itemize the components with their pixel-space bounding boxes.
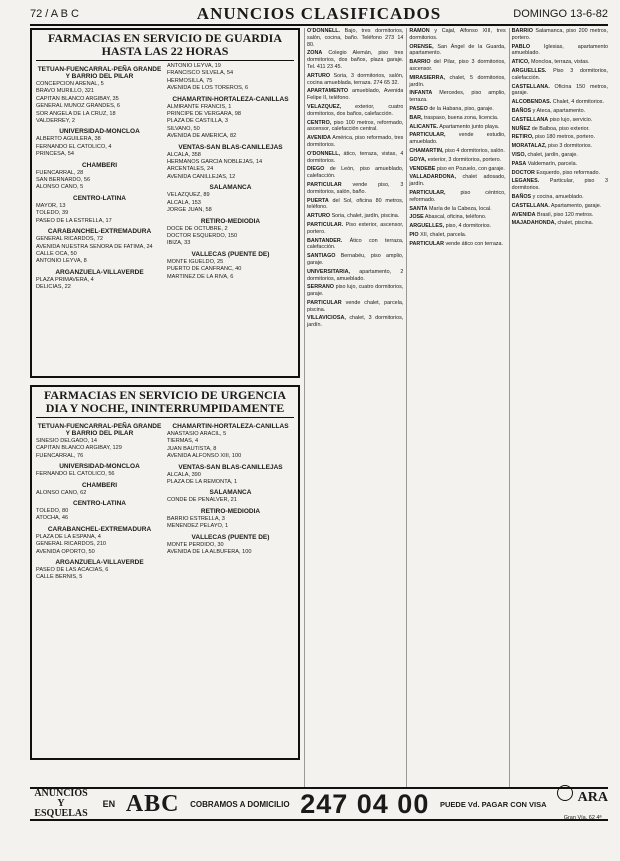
pharmacy-address: PLAZA PRIMAVERA, 4: [36, 276, 94, 283]
pharmacy-address: AVENIDA DE AMERICA, 82: [167, 133, 237, 140]
ad-text: y Cajal, Alfonso XIII, tres dormitorios.: [409, 28, 506, 41]
pharmacy-address: VELAZQUEZ, 89: [167, 192, 210, 199]
district-heading: TETUAN-FUENCARRAL-PEÑA GRANDE Y BARRIO DEL PILAR: [37, 423, 162, 437]
ad-text: Piso exterior, ascensor, portero.: [307, 221, 404, 235]
ad-heading: VELAZQUEZ,: [307, 103, 342, 110]
ad-text: Brasil, piso 120 metros.: [537, 211, 594, 218]
pharmacy-address: DOCE DE OCTUBRE, 2: [167, 225, 228, 232]
classified-ad: [512, 28, 608, 42]
ad-heading: CHAMARTIN,: [409, 147, 444, 154]
classified-ad: [409, 148, 505, 155]
ad-heading: CASTELLANA.: [511, 83, 550, 90]
ad-text: piso en Pozuelo, con garaje.: [436, 165, 505, 172]
ad-heading: PABLO: [511, 43, 531, 50]
pharmacy-address: CAPITAN BLANCO ARGIBAY, 35: [36, 95, 119, 102]
ad-text: Particular, piso 3 dormitorios.: [511, 178, 608, 192]
classified-ad: [409, 166, 505, 173]
classified-ad: [512, 59, 608, 66]
classified-ad: [512, 117, 608, 124]
banner-cobramos: COBRAMOS A DOMICILIO: [190, 799, 290, 809]
pharmacy-address: FERNANDO EL CATOLICO, 4: [36, 143, 112, 150]
district-heading: CENTRO-LATINA: [73, 194, 126, 202]
ad-heading: MORATALAZ,: [511, 143, 547, 150]
pharmacy-address: ANTONIO LEYVA, 19: [167, 63, 221, 69]
ad-heading: JOSE: [409, 214, 424, 221]
pharmacy-address: SOR ANGELA DE LA CRUZ, 18: [36, 110, 116, 117]
pharmacy-address: TOLEDO, 80: [36, 508, 69, 515]
ad-text: América, piso reformado, tres dormitorios.: [307, 135, 404, 148]
pharmacy-address: JUAN BAUTISTA, 8: [167, 445, 217, 452]
ad-text: piso céntrico, reformado.: [409, 189, 506, 203]
ad-heading: APARTAMENTO: [307, 88, 349, 95]
classified-ad: [307, 166, 403, 180]
classified-ad: [307, 182, 403, 196]
ad-text: piso lujo, servicio.: [549, 116, 593, 123]
pharmacy-address: PASEO DE LA ESTRELLA, 17: [36, 217, 112, 224]
classified-ad: [409, 190, 505, 204]
district-heading: CENTRO-LATINA: [73, 500, 126, 508]
ad-text: Ático con terraza, calefacción.: [307, 237, 404, 251]
ad-heading: ARTURO: [307, 72, 331, 79]
classified-ad: [409, 232, 505, 239]
pharmacy-address: ARCENTALES, 24: [167, 166, 214, 173]
ad-text: Abascal, oficina, teléfono.: [424, 214, 487, 221]
ad-heading: PARTICULAR.: [307, 221, 344, 228]
ad-text: y Ateca, apartamento.: [532, 107, 586, 114]
pharmacy-address: CALLE OCA, 50: [36, 250, 77, 257]
pharmacy-address: CAPITAN BLANCO ARGIBAY, 129: [36, 445, 122, 452]
ad-text: amueblado, Avenida Felipe II, teléfono.: [307, 88, 404, 102]
classified-ad: [307, 315, 403, 329]
ad-text: vende estudio, amueblado.: [409, 132, 506, 146]
pharmacy-address: FRANCISCO SILVELA, 54: [167, 70, 234, 77]
ad-heading: RETIRO,: [511, 134, 534, 141]
ad-text: apartamento, 2 dormitorios, amueblado.: [307, 268, 404, 282]
pharmacy-address: DOCTOR ESQUERDO, 150: [167, 232, 238, 239]
classified-ad: [307, 213, 403, 220]
pharmacy-address: FERNANDO EL CATOLICO, 56: [36, 471, 115, 478]
ara-address: Gran Vía, 62 4ª: [563, 814, 602, 821]
ad-text: de León, piso amueblado, calefacción.: [307, 166, 404, 180]
pharmacy-address: VALDERREY, 2: [36, 118, 75, 125]
page-date: DOMINGO 13-6-82: [513, 8, 608, 20]
ad-text: piso 3 dormitorios.: [548, 143, 593, 150]
ara-logo: [557, 785, 608, 824]
ad-text: San Ángel de la Guarda, apartamento.: [409, 43, 506, 57]
ad-heading: PIO: [409, 231, 419, 238]
ad-text: vende piso, 3 dormitorios, salón, baño.: [307, 181, 404, 195]
classified-ad: [307, 151, 403, 165]
classified-column-2: [406, 28, 505, 788]
district-heading: CARABANCHEL-EXTREMADURA: [47, 228, 152, 236]
abc-logo: ABC: [125, 790, 180, 817]
urgencia-pharmacies-box: [30, 385, 300, 760]
pharmacy-address: GENERAL RICARDOS, 210: [36, 541, 107, 548]
ad-heading: VILLAVICIOSA,: [307, 315, 346, 322]
ad-text: Esquerdo, piso reformado.: [536, 169, 600, 176]
ad-heading: ATICO,: [511, 59, 530, 66]
pharmacy-address: PLAZA DE CASTILLA, 3: [167, 118, 228, 125]
pharmacy-address: PLAZA DE LA ESPAÑA, 4: [36, 533, 101, 540]
ad-text: Apartamento junto playa.: [439, 123, 500, 130]
banner-visa: PUEDE Vd. PAGAR CON VISA: [440, 799, 547, 809]
classified-column-3: [509, 28, 608, 788]
ad-heading: SERRANO: [307, 284, 334, 291]
classified-ad: [409, 124, 505, 131]
pharmacy-address: ANASTASIO ARACIL, 5: [167, 431, 227, 437]
ad-text: exterior, 3 dormitorios, portero.: [427, 156, 502, 163]
classified-ad: [307, 198, 403, 212]
pharmacy-address: PASEO DE LAS ACACIAS, 6: [36, 567, 109, 574]
ad-heading: MIRASIERRA,: [409, 74, 445, 81]
ad-heading: VENDEBE: [409, 165, 436, 172]
pharmacy-address: BRAVO MURILLO, 321: [36, 88, 95, 95]
ad-text: ático, terraza, vistas, 4 dormitorios.: [307, 150, 404, 164]
ad-text: del Sol, oficina 80 metros, teléfono.: [307, 197, 404, 211]
classified-ad: [409, 241, 505, 248]
ad-heading: MAJADAHONDA,: [511, 220, 556, 227]
pharmacy-address: ALONSO CANO, 62: [36, 489, 87, 496]
district-heading: RETIRO-MEDIODIA: [200, 217, 261, 225]
pharmacy-address: BARRIO ESTRELLA, 3: [167, 515, 225, 522]
district-heading: CHAMARTIN-HORTALEZA-CANILLAS: [172, 423, 289, 430]
ad-text: piso 4 dormitorios, salón.: [444, 147, 505, 154]
banner-en: EN: [102, 799, 116, 809]
ad-heading: ARGUELLES.: [511, 67, 547, 74]
pharmacy-address: AVENIDA DE LA ALBUFERA, 100: [167, 549, 252, 556]
classified-ad: [307, 50, 403, 70]
guardia-title: FARMACIAS EN SERVICIO DE GUARDIA HASTA LAS 22 HORAS: [36, 32, 294, 61]
guardia-pharmacies-box: [30, 28, 300, 378]
ad-heading: PARTICULAR: [307, 181, 342, 188]
classified-ad: [409, 132, 505, 146]
ad-text: de la Habana, piso, garaje.: [429, 105, 494, 112]
ad-heading: VISO,: [511, 151, 527, 158]
classified-ad: [307, 73, 403, 87]
pharmacy-address: MONTE IGUELDO, 25: [167, 258, 224, 265]
ad-heading: BARRIO: [409, 59, 431, 66]
ad-text: Soria, chalet, jardín, piscina.: [331, 213, 400, 220]
classified-ad: [409, 75, 505, 89]
classified-ad: [512, 108, 608, 115]
pharmacy-address: TIERMAS, 4: [167, 438, 199, 445]
classified-ad: [512, 126, 608, 133]
classified-ad: [512, 44, 608, 58]
classified-ad: [409, 90, 505, 104]
classified-ad: [512, 161, 608, 168]
classified-ad: [409, 206, 505, 213]
ad-text: Bajo, tres dormitorios, salón, cocina, baño. Teléfono 273 14 80.: [307, 28, 404, 48]
classified-ad: [307, 269, 403, 283]
district-heading: RETIRO-MEDIODIA: [200, 507, 261, 515]
ad-heading: AVENIDA: [307, 135, 331, 142]
pharmacy-address: JORGE JUAN, 58: [167, 207, 212, 214]
district-heading: CHAMARTIN-HORTALEZA-CANILLAS: [172, 95, 289, 103]
urgencia-left-col: [36, 420, 163, 582]
ad-heading: CENTRO,: [307, 119, 332, 126]
classified-ad: [409, 44, 505, 58]
ad-text: del Pilar, piso 3 dormitorios, ascensor.: [409, 59, 506, 72]
ad-heading: SANTIAGO: [307, 253, 336, 260]
urgencia-right-col: [167, 420, 294, 582]
classified-ad: [307, 222, 403, 236]
ad-text: XII, chalet, parcela.: [420, 231, 467, 238]
ad-text: y cocina, amueblado.: [532, 193, 584, 200]
pharmacy-address: PRINCIPE DE VERGARA, 98: [167, 111, 241, 118]
ad-heading: INFANTA: [409, 90, 433, 97]
banner-anuncios: ANUNCIOS Y ESQUELAS: [34, 788, 88, 819]
ad-text: Mercedes, piso amplio, terraza.: [409, 90, 506, 104]
district-heading: CARABANCHEL-EXTREMADURA: [47, 525, 152, 533]
pharmacy-address: MONTE PERDIDO, 30: [167, 541, 224, 548]
ad-heading: DIEGO: [307, 166, 325, 173]
ad-heading: ZONA: [307, 50, 323, 57]
classified-ad: [307, 104, 403, 118]
classified-ad: [307, 300, 403, 314]
classified-ad: [512, 170, 608, 177]
ad-heading: BAR,: [409, 114, 423, 121]
ad-text: Soria, 3 dormitorios, salón, cocina amueblada, terraza. 274 65 32.: [307, 72, 404, 86]
pharmacy-address: ALCALA, 358: [167, 151, 201, 158]
ad-heading: PARTICULAR,: [409, 189, 446, 196]
ad-text: Moncloa, terraza, vistas.: [531, 59, 590, 66]
district-heading: CHAMBERI: [81, 481, 118, 489]
ad-text: Iglesias, apartamento amueblado.: [511, 43, 608, 57]
classified-ad: [409, 106, 505, 113]
classified-ad: [307, 120, 403, 134]
pharmacy-address: ALONSO CANO, 5: [36, 184, 84, 191]
pharmacy-address: AVENIDA NUESTRA SEÑORA DE FATIMA, 24: [36, 243, 153, 250]
classified-ad: [512, 68, 608, 82]
pharmacy-address: FUENCARRAL, 28: [36, 169, 84, 176]
ad-heading: BARRIO: [511, 28, 533, 34]
ad-heading: PASEO: [409, 105, 428, 112]
section-title: ANUNCIOS CLASIFICADOS: [196, 4, 442, 23]
district-heading: VALLECAS (PUENTE DE): [191, 533, 270, 541]
classified-ad: [409, 28, 505, 42]
classified-ad: [409, 115, 505, 122]
classified-ad: [512, 84, 608, 98]
classified-ad: [307, 135, 403, 149]
ad-heading: CASTELLANA: [511, 116, 549, 123]
pharmacy-address: ANTONIO LEYVA, 8: [36, 258, 87, 265]
ad-heading: BAÑOS: [511, 107, 532, 114]
district-heading: UNIVERSIDAD-MONCLOA: [59, 128, 140, 136]
pharmacy-address: CONCEPCION ARENAL, 5: [36, 81, 104, 87]
ad-heading: O'DONNELL,: [307, 150, 341, 157]
pharmacy-address: HERMANOS GARCIA NOBLEJAS, 14: [167, 159, 263, 166]
classified-ad: [512, 152, 608, 159]
ad-heading: UNIVERSITARIA,: [307, 268, 351, 275]
ad-text: chalet, 5 dormitorios, jardín.: [409, 74, 506, 88]
classified-ad: [409, 59, 505, 73]
ad-heading: PARTICULAR: [307, 299, 342, 306]
ad-text: traspaso, buena zona, licencia.: [424, 114, 499, 121]
district-heading: ARGANZUELA-VILLAVERDE: [55, 268, 144, 276]
pharmacy-address: AVENIDA ALFONSO XIII, 100: [167, 453, 242, 460]
ad-heading: ORENSE,: [409, 43, 434, 50]
classified-ad: [512, 203, 608, 210]
ad-text: Apartamento, garaje.: [550, 202, 602, 209]
ad-heading: PARTICULAR,: [409, 132, 446, 139]
ad-heading: PUERTA: [307, 197, 329, 204]
district-heading: TETUAN-FUENCARRAL-PEÑA GRANDE Y BARRIO DEL PILAR: [37, 66, 162, 80]
ad-text: piso 180 metros, portero.: [535, 134, 595, 141]
guardia-right-col: [167, 63, 294, 292]
pharmacy-address: ALMIRANTE FRANCIS, 1: [167, 103, 232, 110]
ad-heading: GOYA,: [409, 156, 427, 163]
pharmacy-address: MAYOR, 13: [36, 202, 66, 209]
ad-heading: LEGANES.: [511, 178, 540, 185]
ad-text: chalet, piscina.: [557, 220, 594, 227]
ad-text: Oficina 150 metros, garaje.: [511, 83, 608, 97]
pharmacy-address: ALCALA, 153: [167, 199, 201, 206]
pharmacy-address: AVENIDA OPORTO, 50: [36, 548, 95, 555]
pharmacy-address: FUENCARRAL, 76: [36, 452, 84, 459]
banner-phone: 247 04 00: [300, 788, 430, 819]
ad-heading: PARTICULAR: [409, 240, 444, 247]
ad-heading: ARTURO: [307, 213, 331, 220]
ad-text: Salamanca, piso 200 metros, portero.: [511, 28, 608, 41]
pharmacy-address: MARTINEZ DE LA RIVA, 6: [167, 273, 234, 280]
district-heading: CHAMBERI: [81, 161, 118, 169]
pharmacy-address: SINESIO DELGADO, 14: [36, 438, 97, 444]
district-heading: VENTAS-SAN BLAS-CANILLEJAS: [178, 143, 283, 151]
pharmacy-address: ALCALA, 390: [167, 471, 201, 478]
classified-ad: [512, 212, 608, 219]
pharmacy-address: PUERTO DE CANFRANC, 40: [167, 266, 242, 273]
classified-ad: [409, 157, 505, 164]
classified-ad: [512, 178, 608, 192]
pharmacy-address: TOLEDO, 39: [36, 210, 69, 217]
pharmacy-address: DELICIAS, 22: [36, 284, 71, 291]
pharmacy-address: PRINCESA, 54: [36, 151, 74, 158]
ad-heading: BAÑOS: [511, 193, 532, 200]
ara-emblem-icon: [557, 785, 573, 801]
classified-ad: [512, 99, 608, 106]
classified-ad: [409, 214, 505, 221]
ad-heading: VALLADARDONA,: [409, 174, 456, 181]
classified-ad: [512, 134, 608, 141]
ad-heading: DOCTOR: [511, 169, 535, 176]
pharmacy-address: SAN BERNARDO, 56: [36, 177, 91, 184]
page-number: 72 / A B C: [30, 8, 79, 20]
classified-ad: [409, 174, 505, 188]
pharmacy-address: AVENIDA DE LOS TOREROS, 6: [167, 85, 249, 92]
advertising-banner: [30, 787, 608, 821]
ad-text: María de la Cabeza, local.: [429, 205, 492, 212]
pharmacy-address: AVENIDA CANILLEJAS, 12: [167, 173, 236, 180]
ad-text: chalet, jardín, garaje.: [527, 151, 578, 158]
district-heading: VALLECAS (PUENTE DE): [191, 250, 270, 258]
classified-ad: [307, 238, 403, 252]
ad-heading: ALICANTE.: [409, 123, 439, 130]
ad-text: Valdemarín, parcela.: [527, 160, 578, 167]
ad-heading: AVENIDA: [511, 211, 536, 218]
ad-text: piso lujo, cuatro dormitorios, garaje.: [307, 284, 404, 298]
ad-text: chalet, 3 dormitorios, jardín.: [307, 315, 404, 329]
classified-ad: [512, 143, 608, 150]
urgencia-title: FARMACIAS EN SERVICIO DE URGENCIA DIA Y NOCHE, ININTERRUMPIDAMENTE: [36, 389, 294, 418]
ad-heading: ALCOBENDAS.: [511, 99, 552, 106]
ad-heading: BANTANDER.: [307, 237, 343, 244]
district-heading: VENTAS-SAN BLAS-CANILLEJAS: [178, 463, 283, 471]
pharmacy-address: HERMOSILLA, 75: [167, 77, 213, 84]
ad-text: exterior, cuatro dormitorios, dos baños, calefacción.: [307, 103, 404, 117]
district-heading: SALAMANCA: [209, 184, 252, 192]
ad-text: Colegio Alemán, piso tres dormitorios, dos baños, plaza garaje. Tel. 411 23 45.: [307, 50, 404, 70]
pharmacy-address: MENENDEZ PELAYO, 1: [167, 523, 229, 530]
ad-text: Chalet, 4 dormitorios.: [552, 99, 604, 106]
ad-heading: ARGUELLES,: [409, 223, 445, 230]
ad-heading: NUÑEZ: [511, 125, 531, 132]
guardia-left-col: [36, 63, 163, 292]
classified-ad: [409, 223, 505, 230]
pharmacy-address: GENERAL RICARDOS, 72: [36, 236, 103, 243]
ad-text: piso, 4 dormitorios.: [445, 223, 492, 230]
ad-text: Piso 3 dormitorios, calefacción.: [511, 67, 608, 81]
pharmacy-address: GENERAL MUÑOZ GRANDES, 6: [36, 103, 121, 110]
ad-heading: CASTELLANA.: [511, 202, 550, 209]
ad-text: vende ático con terraza.: [445, 240, 504, 247]
ad-text: Bernabéu, piso amplio, garaje.: [307, 253, 404, 266]
classified-column-1: [304, 28, 403, 788]
classified-ad: [512, 220, 608, 227]
district-heading: UNIVERSIDAD-MONCLOA: [59, 463, 140, 471]
ad-heading: PASA: [511, 160, 527, 167]
ad-text: vende chalet, parcela, piscina.: [307, 299, 404, 313]
ad-text: de Balboa, piso exterior.: [531, 125, 590, 132]
classified-ads: [304, 28, 608, 788]
classified-ad: [307, 88, 403, 102]
district-heading: SALAMANCA: [209, 489, 252, 497]
classified-ad: [307, 28, 403, 48]
pharmacy-address: ATOCHA, 46: [36, 515, 69, 522]
classified-ad: [307, 253, 403, 267]
pharmacy-address: IBIZA, 33: [167, 240, 191, 247]
ara-name: ARA: [577, 789, 608, 805]
pharmacy-address: CALLE BERNIS, 5: [36, 574, 83, 581]
ad-text: chalet adosado, jardín.: [409, 174, 506, 188]
pharmacy-address: ALBERTO AGUILERA, 38: [36, 136, 101, 143]
district-heading: ARGANZUELA-VILLAVERDE: [55, 559, 144, 567]
pharmacy-address: CONDE DE PEÑALVER, 21: [167, 497, 237, 504]
pharmacy-address: SILVANO, 50: [167, 125, 200, 132]
ad-heading: SANTA: [409, 205, 428, 212]
ad-text: piso 100 metros, reformado, ascensor, calefacción central.: [307, 119, 404, 133]
ad-heading: O'DONNELL.: [307, 28, 341, 34]
ad-heading: RAMON: [409, 28, 430, 34]
classified-ad: [512, 194, 608, 201]
pharmacy-address: PLAZA DE LA REMONTA, 1: [167, 479, 238, 486]
classified-ad: [307, 284, 403, 298]
page-header: [30, 4, 608, 26]
